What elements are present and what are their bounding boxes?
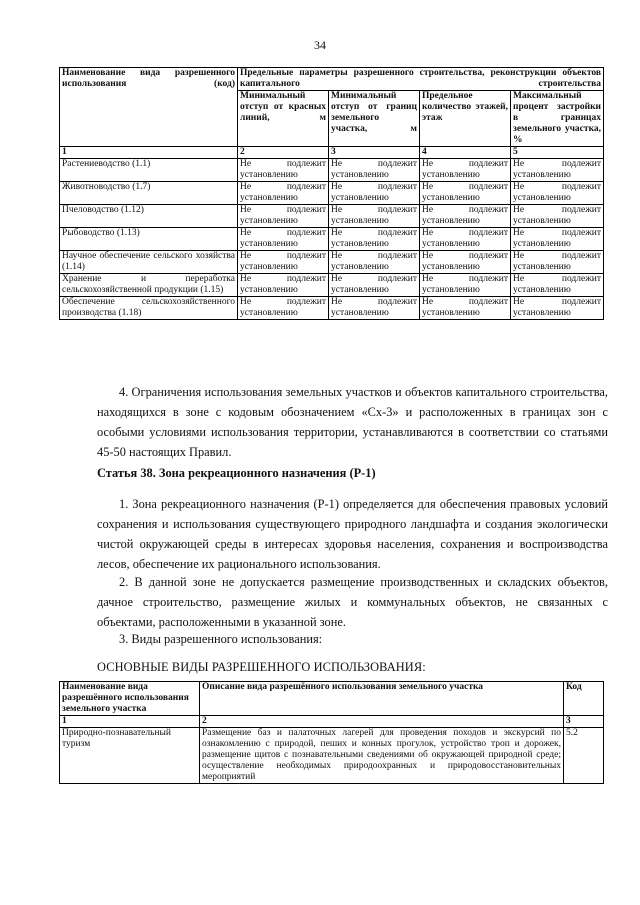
article-heading: Статья 38. Зона рекреационного назначения (Р-1) xyxy=(97,466,376,480)
permitted-uses-table xyxy=(59,681,604,784)
header-max-floors: Предельное количество этажей, этаж xyxy=(420,91,511,147)
use-type-name: Хранение и переработка сельскохозяйственной продукции (1.15) xyxy=(60,274,238,297)
use-type-name: Обеспечение сельскохозяйственного производства (1.18) xyxy=(60,297,238,320)
parameter-value: Не подлежит установлению xyxy=(238,205,329,228)
header-max-coverage: Максимальный процент застройки в границах земельного участка, % xyxy=(511,91,604,147)
paragraph-1: 1. Зона рекреационного назначения (Р-1) определяется для обеспечения правовых условий сохранения и использования существующего природного ландшафта и создания экологически чистой окружающей среды в интересах здоровья населения, сохранения и воспроизводства лесов, обеспечение их рационального использования. xyxy=(97,497,608,571)
parameter-value: Не подлежит установлению xyxy=(420,159,511,182)
parameter-value: Не подлежит установлению xyxy=(511,251,604,274)
parameter-value: Не подлежит установлению xyxy=(238,297,329,320)
paragraph-2: 2. В данной зоне не допускается размещение производственных и складских объектов, дачное строительство, размещение жилых и коммунальных объектов, не связанных с объектами, расположенными в указанной зоне. xyxy=(97,575,608,629)
use-type-name: Рыбоводство (1.13) xyxy=(60,228,238,251)
parameter-value: Не подлежит установлению xyxy=(329,297,420,320)
parameter-value: Не подлежит установлению xyxy=(511,297,604,320)
parameter-value: Не подлежит установлению xyxy=(420,205,511,228)
parameter-value: Не подлежит установлению xyxy=(238,159,329,182)
use-code: 5.2 xyxy=(564,728,604,784)
header-use-name: Наименование вида разрешённого использования земельного участка xyxy=(60,682,200,716)
column-number: 1 xyxy=(60,716,200,728)
header-min-offset-boundaries: Минимальный отступ от границ земельного участка, м xyxy=(329,91,420,147)
table-row xyxy=(60,228,604,251)
parameter-value: Не подлежит установлению xyxy=(420,297,511,320)
header-min-offset-red-lines: Минимальный отступ от красных линий, м xyxy=(238,91,329,147)
parameter-value: Не подлежит установлению xyxy=(329,228,420,251)
column-number: 3 xyxy=(329,147,420,159)
parameter-value: Не подлежит установлению xyxy=(511,159,604,182)
column-number-row xyxy=(60,147,604,159)
paragraph-4: 4. Ограничения использования земельных участков и объектов капитального строительства, находящихся в зоне с кодовым обозначением «Сх-3» и расположенных в границах зон с особыми условиями использования территории, устанавливаются в соответствии со статьями 45-50 настоящих Правил. xyxy=(97,385,608,459)
parameter-value: Не подлежит установлению xyxy=(420,228,511,251)
parameter-value: Не подлежит установлению xyxy=(511,228,604,251)
parameter-value: Не подлежит установлению xyxy=(238,182,329,205)
table-row xyxy=(60,182,604,205)
parameter-value: Не подлежит установлению xyxy=(420,182,511,205)
parameter-value: Не подлежит установлению xyxy=(420,251,511,274)
column-number: 2 xyxy=(200,716,564,728)
parameter-value: Не подлежит установлению xyxy=(511,274,604,297)
parameter-value: Не подлежит установлению xyxy=(329,159,420,182)
table-row xyxy=(60,297,604,320)
header-use-type: Наименование вида разрешенного использования (код) xyxy=(60,68,238,147)
parameter-value: Не подлежит установлению xyxy=(238,251,329,274)
page-number: 34 xyxy=(314,38,326,52)
table-row xyxy=(60,205,604,228)
use-type-name: Растениеводство (1.1) xyxy=(60,159,238,182)
column-number: 1 xyxy=(60,147,238,159)
parameter-value: Не подлежит установлению xyxy=(238,228,329,251)
column-number: 4 xyxy=(420,147,511,159)
parameter-value: Не подлежит установлению xyxy=(329,251,420,274)
paragraph-3: 3. Виды разрешенного использования: xyxy=(119,632,323,646)
use-type-name: Научное обеспечение сельского хозяйства (1.14) xyxy=(60,251,238,274)
column-number-row xyxy=(60,716,604,728)
table-row xyxy=(60,728,604,784)
use-type-name: Пчеловодство (1.12) xyxy=(60,205,238,228)
table-row xyxy=(60,251,604,274)
parameter-value: Не подлежит установлению xyxy=(329,205,420,228)
parameters-table xyxy=(59,67,604,320)
table-row xyxy=(60,274,604,297)
column-number: 5 xyxy=(511,147,604,159)
parameter-value: Не подлежит установлению xyxy=(238,274,329,297)
use-type-name: Животноводство (1.7) xyxy=(60,182,238,205)
parameter-value: Не подлежит установлению xyxy=(511,182,604,205)
parameter-value: Не подлежит установлению xyxy=(329,182,420,205)
section-title: ОСНОВНЫЕ ВИДЫ РАЗРЕШЕННОГО ИСПОЛЬЗОВАНИЯ: xyxy=(97,660,426,674)
column-number: 2 xyxy=(238,147,329,159)
use-description: Размещение баз и палаточных лагерей для проведения походов и экскурсий по ознакомлению с природой, пеших и конных прогулок, устройство троп и дорожек, размещение щитов с познавательными сведениями об окружающей природной среде; осуществление необходимых природоохранных и природовосстановительных мероприятий xyxy=(200,728,564,784)
table-row xyxy=(60,159,604,182)
parameter-value: Не подлежит установлению xyxy=(420,274,511,297)
column-number: 3 xyxy=(564,716,604,728)
header-parameters-group: Предельные параметры разрешенного строительства, реконструкции объектов капитального строительства xyxy=(238,68,604,91)
parameter-value: Не подлежит установлению xyxy=(511,205,604,228)
header-code: Код xyxy=(564,682,604,716)
parameter-value: Не подлежит установлению xyxy=(329,274,420,297)
use-name: Природно-познавательный туризм xyxy=(60,728,200,784)
header-use-description: Описание вида разрешённого использования земельного участка xyxy=(200,682,564,716)
